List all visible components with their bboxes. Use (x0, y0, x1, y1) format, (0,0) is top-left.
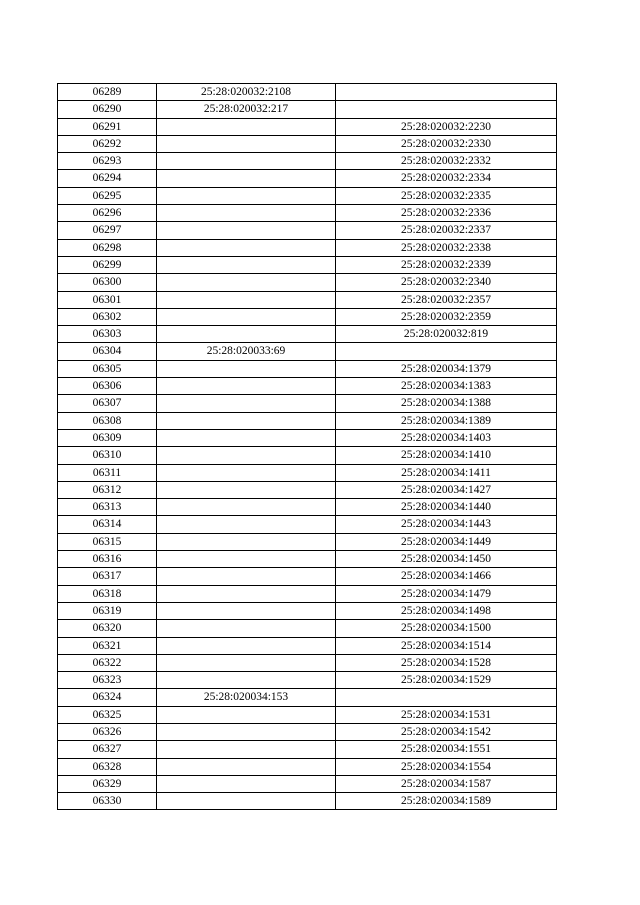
row-number-cell: 06313 (58, 499, 157, 516)
object-cadastral-cell: 25:28:020032:2338 (336, 239, 557, 256)
object-cadastral-cell: 25:28:020034:1466 (336, 568, 557, 585)
plot-cadastral-cell (157, 568, 336, 585)
table-row (58, 741, 557, 758)
object-cadastral-cell: 25:28:020032:2336 (336, 205, 557, 222)
object-cadastral-cell: 25:28:020034:1449 (336, 533, 557, 550)
row-number-cell: 06300 (58, 274, 157, 291)
object-cadastral-cell: 25:28:020034:1450 (336, 551, 557, 568)
plot-cadastral-cell (157, 464, 336, 481)
row-number-cell: 06325 (58, 706, 157, 723)
table-row (58, 533, 557, 550)
row-number-cell: 06304 (58, 343, 157, 360)
table-row (58, 758, 557, 775)
object-cadastral-cell: 25:28:020032:2330 (336, 135, 557, 152)
plot-cadastral-cell (157, 620, 336, 637)
plot-cadastral-cell (157, 481, 336, 498)
object-cadastral-cell: 25:28:020034:1440 (336, 499, 557, 516)
row-number-cell: 06323 (58, 672, 157, 689)
plot-cadastral-cell (157, 654, 336, 671)
object-cadastral-cell: 25:28:020034:1500 (336, 620, 557, 637)
plot-cadastral-cell (157, 793, 336, 810)
plot-cadastral-cell (157, 274, 336, 291)
row-number-cell: 06319 (58, 602, 157, 619)
row-number-cell: 06302 (58, 308, 157, 325)
table-row (58, 620, 557, 637)
object-cadastral-cell: 25:28:020032:2357 (336, 291, 557, 308)
table-row (58, 378, 557, 395)
plot-cadastral-cell (157, 378, 336, 395)
table-row (58, 447, 557, 464)
plot-cadastral-cell (157, 499, 336, 516)
table-row (58, 222, 557, 239)
row-number-cell: 06293 (58, 153, 157, 170)
row-number-cell: 06296 (58, 205, 157, 222)
row-number-cell: 06315 (58, 533, 157, 550)
table-row (58, 706, 557, 723)
plot-cadastral-cell (157, 758, 336, 775)
row-number-cell: 06295 (58, 187, 157, 204)
object-cadastral-cell: 25:28:020032:2337 (336, 222, 557, 239)
row-number-cell: 06318 (58, 585, 157, 602)
plot-cadastral-cell: 25:28:020032:217 (157, 101, 336, 118)
plot-cadastral-cell (157, 205, 336, 222)
row-number-cell: 06309 (58, 429, 157, 446)
row-number-cell: 06290 (58, 101, 157, 118)
table-row (58, 256, 557, 273)
row-number-cell: 06297 (58, 222, 157, 239)
plot-cadastral-cell (157, 291, 336, 308)
object-cadastral-cell: 25:28:020034:1388 (336, 395, 557, 412)
object-cadastral-cell: 25:28:020034:1427 (336, 481, 557, 498)
table-row (58, 343, 557, 360)
plot-cadastral-cell (157, 222, 336, 239)
row-number-cell: 06301 (58, 291, 157, 308)
plot-cadastral-cell (157, 447, 336, 464)
table-row (58, 135, 557, 152)
table-body (58, 84, 557, 810)
table-row (58, 274, 557, 291)
object-cadastral-cell: 25:28:020032:2335 (336, 187, 557, 204)
plot-cadastral-cell (157, 326, 336, 343)
object-cadastral-cell: 25:28:020032:819 (336, 326, 557, 343)
row-number-cell: 06307 (58, 395, 157, 412)
row-number-cell: 06310 (58, 447, 157, 464)
table-row (58, 654, 557, 671)
table-row (58, 585, 557, 602)
table-row (58, 360, 557, 377)
plot-cadastral-cell (157, 429, 336, 446)
row-number-cell: 06305 (58, 360, 157, 377)
object-cadastral-cell: 25:28:020034:1383 (336, 378, 557, 395)
row-number-cell: 06291 (58, 118, 157, 135)
object-cadastral-cell: 25:28:020034:1551 (336, 741, 557, 758)
table-row (58, 551, 557, 568)
plot-cadastral-cell (157, 308, 336, 325)
row-number-cell: 06306 (58, 378, 157, 395)
table-row (58, 326, 557, 343)
object-cadastral-cell: 25:28:020034:1410 (336, 447, 557, 464)
row-number-cell: 06303 (58, 326, 157, 343)
table-row (58, 689, 557, 706)
row-number-cell: 06316 (58, 551, 157, 568)
object-cadastral-cell (336, 84, 557, 101)
object-cadastral-cell (336, 101, 557, 118)
table-row (58, 602, 557, 619)
row-number-cell: 06320 (58, 620, 157, 637)
plot-cadastral-cell: 25:28:020032:2108 (157, 84, 336, 101)
object-cadastral-cell: 25:28:020034:1498 (336, 602, 557, 619)
table-row (58, 308, 557, 325)
plot-cadastral-cell (157, 412, 336, 429)
object-cadastral-cell: 25:28:020032:2359 (336, 308, 557, 325)
table-row (58, 429, 557, 446)
table-row (58, 291, 557, 308)
row-number-cell: 06327 (58, 741, 157, 758)
row-number-cell: 06322 (58, 654, 157, 671)
object-cadastral-cell: 25:28:020034:1542 (336, 723, 557, 740)
object-cadastral-cell: 25:28:020034:1554 (336, 758, 557, 775)
object-cadastral-cell: 25:28:020032:2332 (336, 153, 557, 170)
object-cadastral-cell: 25:28:020032:2230 (336, 118, 557, 135)
plot-cadastral-cell (157, 239, 336, 256)
row-number-cell: 06314 (58, 516, 157, 533)
object-cadastral-cell: 25:28:020034:1528 (336, 654, 557, 671)
row-number-cell: 06308 (58, 412, 157, 429)
table-row (58, 775, 557, 792)
plot-cadastral-cell (157, 533, 336, 550)
object-cadastral-cell: 25:28:020034:1529 (336, 672, 557, 689)
row-number-cell: 06324 (58, 689, 157, 706)
table-row (58, 464, 557, 481)
table-row (58, 568, 557, 585)
plot-cadastral-cell (157, 170, 336, 187)
table-row (58, 170, 557, 187)
row-number-cell: 06328 (58, 758, 157, 775)
object-cadastral-cell: 25:28:020034:1531 (336, 706, 557, 723)
object-cadastral-cell (336, 689, 557, 706)
row-number-cell: 06326 (58, 723, 157, 740)
row-number-cell: 06289 (58, 84, 157, 101)
plot-cadastral-cell (157, 360, 336, 377)
table-row (58, 84, 557, 101)
plot-cadastral-cell (157, 118, 336, 135)
row-number-cell: 06312 (58, 481, 157, 498)
row-number-cell: 06292 (58, 135, 157, 152)
plot-cadastral-cell (157, 741, 336, 758)
table-row (58, 793, 557, 810)
table-row (58, 395, 557, 412)
table-row (58, 516, 557, 533)
plot-cadastral-cell (157, 135, 336, 152)
plot-cadastral-cell (157, 516, 336, 533)
table-row (58, 672, 557, 689)
object-cadastral-cell: 25:28:020034:1403 (336, 429, 557, 446)
table-row (58, 187, 557, 204)
row-number-cell: 06321 (58, 637, 157, 654)
plot-cadastral-cell (157, 775, 336, 792)
object-cadastral-cell: 25:28:020034:1411 (336, 464, 557, 481)
row-number-cell: 06317 (58, 568, 157, 585)
object-cadastral-cell (336, 343, 557, 360)
table-row (58, 101, 557, 118)
cadastral-number-table (57, 83, 557, 810)
plot-cadastral-cell (157, 153, 336, 170)
plot-cadastral-cell (157, 672, 336, 689)
plot-cadastral-cell (157, 187, 336, 204)
row-number-cell: 06294 (58, 170, 157, 187)
table-row (58, 481, 557, 498)
table-row (58, 723, 557, 740)
object-cadastral-cell: 25:28:020034:1389 (336, 412, 557, 429)
plot-cadastral-cell: 25:28:020034:153 (157, 689, 336, 706)
table-row (58, 153, 557, 170)
table-row (58, 412, 557, 429)
plot-cadastral-cell (157, 395, 336, 412)
row-number-cell: 06298 (58, 239, 157, 256)
row-number-cell: 06299 (58, 256, 157, 273)
plot-cadastral-cell (157, 706, 336, 723)
object-cadastral-cell: 25:28:020034:1589 (336, 793, 557, 810)
plot-cadastral-cell: 25:28:020033:69 (157, 343, 336, 360)
plot-cadastral-cell (157, 551, 336, 568)
table-row (58, 118, 557, 135)
table-row (58, 205, 557, 222)
object-cadastral-cell: 25:28:020032:2340 (336, 274, 557, 291)
row-number-cell: 06330 (58, 793, 157, 810)
object-cadastral-cell: 25:28:020034:1514 (336, 637, 557, 654)
plot-cadastral-cell (157, 723, 336, 740)
row-number-cell: 06329 (58, 775, 157, 792)
table-row (58, 239, 557, 256)
object-cadastral-cell: 25:28:020032:2339 (336, 256, 557, 273)
plot-cadastral-cell (157, 602, 336, 619)
plot-cadastral-cell (157, 585, 336, 602)
object-cadastral-cell: 25:28:020034:1587 (336, 775, 557, 792)
plot-cadastral-cell (157, 637, 336, 654)
object-cadastral-cell: 25:28:020034:1379 (336, 360, 557, 377)
object-cadastral-cell: 25:28:020034:1479 (336, 585, 557, 602)
row-number-cell: 06311 (58, 464, 157, 481)
plot-cadastral-cell (157, 256, 336, 273)
table-row (58, 499, 557, 516)
object-cadastral-cell: 25:28:020032:2334 (336, 170, 557, 187)
table-row (58, 637, 557, 654)
object-cadastral-cell: 25:28:020034:1443 (336, 516, 557, 533)
